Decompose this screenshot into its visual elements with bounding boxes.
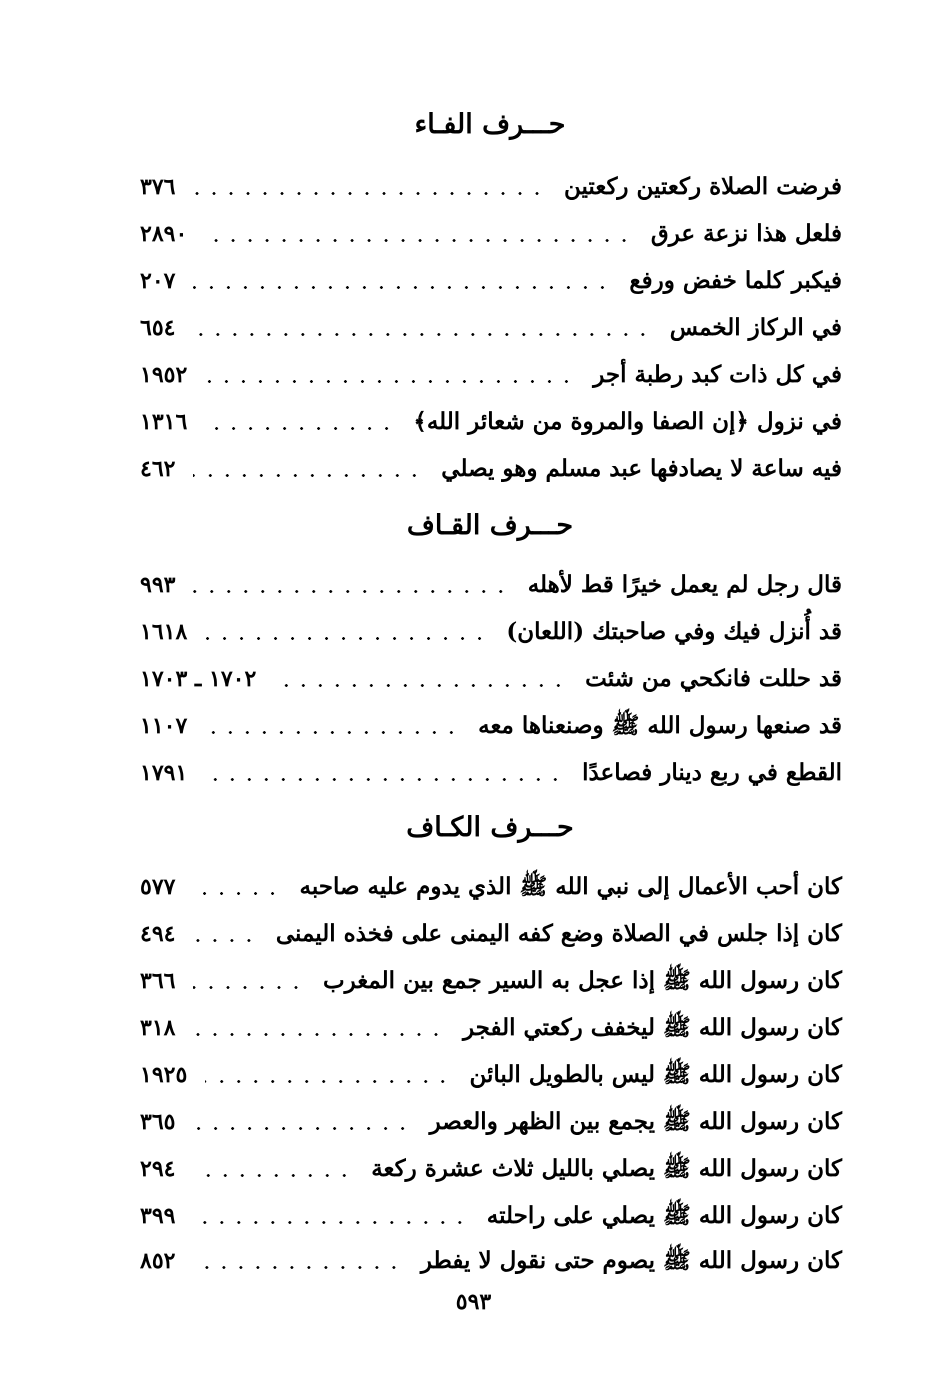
dot-leader — [193, 286, 611, 289]
entry-ref: ٣٦٥ — [140, 1109, 176, 1135]
dot-leader — [205, 778, 564, 781]
index-entry — [140, 867, 842, 907]
dot-leader — [205, 731, 460, 734]
entry-ref: ٢٩٤ — [140, 1156, 176, 1182]
entry-ref: ٩٩٣ — [140, 572, 176, 598]
index-entry — [140, 261, 842, 301]
entry-ref: ٦٥٤ — [140, 315, 176, 341]
dot-leader — [205, 637, 488, 640]
entry-ref: ١٧٠٢ ـ ١٧٠٣ — [140, 666, 257, 692]
entry-ref: ٤٩٤ — [140, 921, 176, 947]
index-entry — [140, 659, 842, 699]
entry-text: كان رسول الله ﷺ يصلي بالليل ثلاث عشرة ركعة — [371, 1155, 842, 1182]
entry-text: فرضت الصلاة ركعتين ركعتين — [563, 173, 842, 200]
index-entry — [140, 449, 842, 489]
dot-leader — [205, 1080, 451, 1083]
section-heading-faa: حـــرف الفـاء — [414, 109, 566, 140]
entry-text: كان رسول الله ﷺ ليس بالطويل البائن — [469, 1061, 842, 1088]
entry-ref: ١٧٩١ — [140, 760, 188, 786]
page-number: ٥٩٣ — [455, 1289, 492, 1315]
entry-ref: ٣٦٦ — [140, 968, 176, 994]
index-entry — [140, 1102, 842, 1142]
entry-ref: ١٩٢٥ — [140, 1062, 188, 1088]
index-entry — [140, 753, 842, 793]
index-entry — [140, 1196, 842, 1236]
dot-leader — [193, 590, 509, 593]
entry-ref: ٢٠٧ — [140, 268, 176, 294]
entry-text: في كل ذات كبد رطبة أجر — [593, 361, 842, 388]
index-entry — [140, 167, 842, 207]
entry-ref: ١٦١٨ — [140, 619, 188, 645]
index-entry — [140, 1149, 842, 1189]
dot-leader — [193, 986, 304, 989]
index-entry — [140, 1055, 842, 1095]
index-entry — [140, 706, 842, 746]
entry-text: في الركاز الخمس — [669, 314, 842, 341]
entry-ref: ٣١٨ — [140, 1015, 176, 1041]
entry-text: فلعل هذا نزعة عرق — [650, 220, 842, 247]
dot-leader — [193, 1266, 402, 1269]
entry-ref: ١٣١٦ — [140, 409, 188, 435]
entry-text: فيكبر كلما خفض ورفع — [629, 267, 842, 294]
dot-leader — [193, 1033, 444, 1036]
index-entry — [140, 355, 842, 395]
dot-leader — [193, 474, 423, 477]
dot-leader — [274, 684, 567, 687]
entry-text: كان رسول الله ﷺ يجمع بين الظهر والعصر — [429, 1108, 842, 1135]
dot-leader — [193, 333, 651, 336]
index-entry — [140, 308, 842, 348]
index-entry — [140, 214, 842, 254]
entry-text: في نزول ﴿إن الصفا والمروة من شعائر الله﴾ — [413, 408, 842, 435]
dot-leader — [193, 192, 546, 195]
index-entry — [140, 1008, 842, 1048]
dot-leader — [205, 380, 575, 383]
index-entry — [140, 402, 842, 442]
entry-ref: ٤٦٢ — [140, 456, 176, 482]
entry-text: كان رسول الله ﷺ إذا عجل به السير جمع بين المغرب — [322, 967, 842, 994]
index-entry — [140, 1241, 842, 1281]
entry-text: كان رسول الله ﷺ يصلي على راحلته — [486, 1202, 842, 1229]
entry-text: كان أحب الأعمال إلى نبي الله ﷺ الذي يدوم عليه صاحبه — [299, 873, 842, 900]
index-entry — [140, 961, 842, 1001]
entry-text: قد أُنزل فيك وفي صاحبتك (اللعان) — [506, 618, 842, 645]
entry-ref: ١٩٥٢ — [140, 362, 188, 388]
entry-text: قال رجل لم يعمل خيرًا قط لأهله — [527, 571, 842, 598]
entry-ref: ٣٩٩ — [140, 1203, 176, 1229]
index-entry — [140, 565, 842, 605]
dot-leader — [193, 1221, 468, 1224]
entry-text: كان إذا جلس في الصلاة وضع كفه اليمنى على فخذه اليمنى — [275, 920, 842, 947]
dot-leader — [193, 1127, 411, 1130]
section-heading-kaf: حـــرف الكـاف — [406, 812, 574, 843]
entry-ref: ١١٠٧ — [140, 713, 188, 739]
index-entry — [140, 612, 842, 652]
entry-text: كان رسول الله ﷺ ليخفف ركعتي الفجر — [462, 1014, 842, 1041]
dot-leader — [205, 239, 633, 242]
entry-text: كان رسول الله ﷺ يصوم حتى نقول لا يفطر — [420, 1247, 842, 1274]
dot-leader — [193, 1174, 353, 1177]
index-entry — [140, 914, 842, 954]
dot-leader — [193, 892, 281, 895]
entry-text: قد حللت فانكحي من شئت — [585, 665, 842, 692]
entry-ref: ٢٨٩٠ — [140, 221, 188, 247]
entry-text: القطع في ربع دينار فصاعدًا — [582, 759, 842, 786]
entry-ref: ٣٧٦ — [140, 174, 176, 200]
section-heading-qaf: حـــرف القـاف — [406, 510, 574, 541]
entry-text: قد صنعها رسول الله ﷺ وصنعناها معه — [478, 712, 842, 739]
entry-ref: ٨٥٢ — [140, 1248, 176, 1274]
dot-leader — [205, 427, 395, 430]
dot-leader — [193, 939, 257, 942]
entry-ref: ٥٧٧ — [140, 874, 176, 900]
entry-text: فيه ساعة لا يصادفها عبد مسلم وهو يصلي — [441, 455, 842, 482]
